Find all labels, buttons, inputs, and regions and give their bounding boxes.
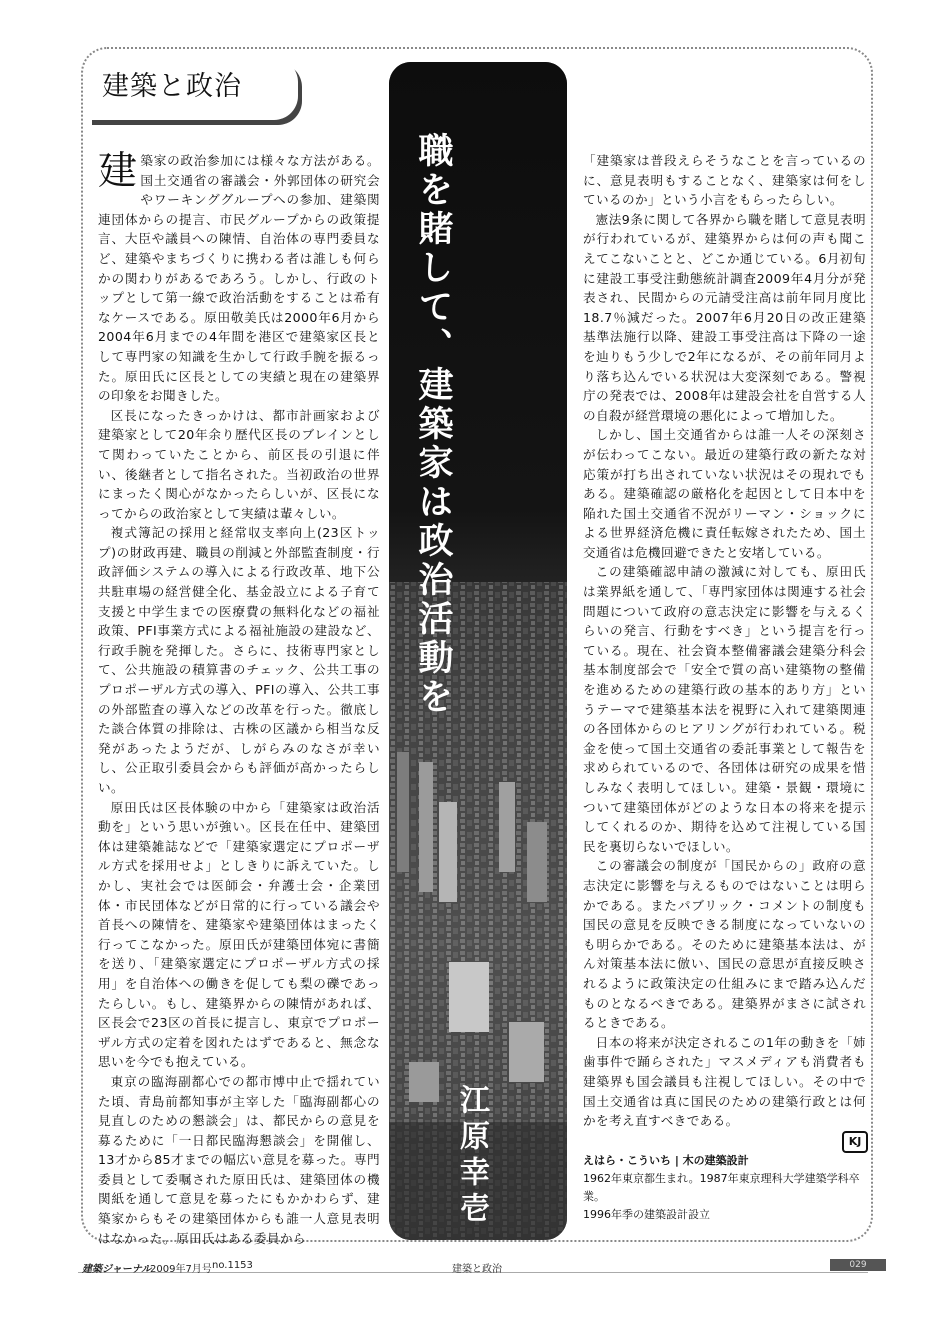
footer-magazine: 建築ジャーナル [82, 1264, 152, 1275]
footer-issue: 2009年7月号 [150, 1264, 212, 1275]
paragraph: 東京の臨海副都心での都市博中止で揺れていた頃、青島前都知事が主宰した「臨海副都心の見直しのための懇談会」は、都民からの意見を募るために「一日都民臨海懇談会」を開催し、13才から85才までの幅広い意見を募った。専門委員として委嘱された原田氏は、建築団体の機関紙を通して意見を募ったにもかかわらず、建築家からもその建築団体からも誰一人意見表明はなかった。原田氏はある委員から [98, 1073, 380, 1246]
footer-section: 建築と政治 [452, 1264, 502, 1275]
author-bio-line: 1996年季の建築設計設立 [583, 1208, 710, 1221]
paragraph: 憲法9条に関して各界から職を賭して意見表明が行われているが、建築界からは何の声も聞こえてこないことと、どこか通じている。6月初旬に建設工事受注動態統計調査2009年4月分が発表され、民間からの元請受注高は前年同月度比18.7％減だった。2007年6月20日の改正建築基準法施行以降、建設工事受注高は下降の一途を辿りもう少しで2年になるが、その前年同月より落ち込んでいる状況は大変深刻である。警視庁の発表では、2008年は建設会社を自営する人の自殺が経営環境の悪化によって増加した。 [583, 211, 866, 423]
title-photo-panel [389, 62, 567, 1240]
section-tag-label: 建築と政治 [102, 71, 242, 102]
author-bio [583, 1152, 866, 1224]
paragraph: 区長になったきっかけは、都市計画家および建築家として20年余り歴代区長のブレインとして関わっていたことから、前区長の引退に伴い、後継者として指名された。当初政治の世界にまったく関心がなかったらしいが、区長になってからの政治家として実績は輩々しい。 [98, 407, 380, 521]
article-column-right [583, 151, 866, 1131]
author-name-line: えはら・こういち | 木の建築設計 [583, 1154, 749, 1167]
paragraph: 「建築家は普段えらそうなことを言っているのに、意見表明もすることなく、建築家は何をしているのか」という小言をもらったらしい。 [583, 153, 866, 208]
author-name-vertical: 江原幸壱 [454, 1084, 489, 1228]
paragraph: 複式簿記の採用と経常収支率向上(23区トップ)の財政再建、職員の削減と外部監査制度・行政評価システムの導入による行政改革、地下公共駐車場の経営健全化、基金設立による子育て支援と中学生までの医療費の無料化などの福祉政策、PFI事業方式による福祉施設の建設など、行政手腕を発揮した。さらに、技術専門家として、公共施設の積算書のチェック、公共工事のプロポーザル方式の導入、PFIの導入、公共工事の外部監査の導入などの改革を行った。徹底した談合体質の排除は、古株の区議から相当な反発があったようだが、しがらみのなさが幸いし、公正取引委員会からも評価が高かったらしい。 [98, 525, 380, 795]
drop-cap: 建 [98, 149, 138, 194]
article-column-left [98, 151, 380, 1248]
paragraph: この建築確認申請の激減に対しても、原田氏は業界紙を通して、「専門家団体は関連する社会問題について政府の意志決定に影響を与えるくらいの発言、行動をすべき」という提言を行っている。現在、社会資本整備審議会建築分科会基本制度部会で「安全で質の高い建築物の整備を進めるための建築行政の基本的あり方」というテーマで建築基本法を視野に入れて建築関連の各団体からのヒアリングが行われている。税金を使って国土交通省の委託事業として報告を求められているので、各団体は研究の成果を惜しみなく表明してほしい。建築・景観・環境について建築団体がどのような日本の将来を提示してくれるのか、期待を込めて注視している国民を裏切らないでほしい。 [583, 564, 866, 854]
section-tag [88, 58, 298, 120]
paragraph: 建築家の政治参加には様々な方法がある。国土交通省の審議会・外郭団体の研究会やワーキンググループへの参加、建築関連団体からの提言、市民グループからの政策提言、大臣や議員への陳情、自治体の専門委員など、建築やまちづくりに携わる者は誰しも何らかの関わりがあるであろう。しかし、行政のトップとして第一線で政治活動をすることは希有なケースである。原田敬美氏は2000年6月から2004年6月までの4年間を港区で建築家区長として専門家の知識を生かして行政手腕を振るった。原田氏に区長としての実績と現在の建築界の印象をお聞きした。 [98, 149, 380, 404]
paragraph: 日本の将来が決定されるこの1年の動きを「姉歯事件で踊らされた」マスメディアも消費者も建築界も国会議員も注視してほしい。その中で国土交通省は真に国民のための建築行政とは何かを考え直すべきである。 [583, 1034, 866, 1129]
author-bio-line: 1962年東京都生まれ。1987年東京理科大学建築学科卒業。 [583, 1172, 860, 1203]
page-number: 029 [830, 1259, 886, 1271]
article-title: 職を賭して、建築家は政治活動を [413, 132, 453, 717]
end-mark-logo: KJ [842, 1131, 868, 1153]
paragraph: しかし、国土交通省からは誰一人その深刻さが伝わってこない。最近の建築行政の新たな対応策が打ち出されていない状況はその現れでもある。建築確認の厳格化を起因として日本中を陥れた国土交通省不況がリーマン・ショックによる世界経済危機に責任転嫁されたため、国土交通省は危機回避できたと安堵している。 [583, 427, 866, 560]
footer-number: no.1153 [212, 1260, 253, 1271]
paragraph: この審議会の制度が「国民からの」政府の意志決定に影響を与えるものではないことは明らかである。またパブリック・コメントの制度も国民の意見を反映できる制度になっていないのも明らかである。そのために建築基本法は、がん対策基本法に倣い、国民の意思が直接反映されるように政策決定の仕組みにまで踏み込んだものとなるべきである。建築界がまさに試されるときである。 [583, 858, 866, 1031]
paragraph: 原田氏は区長体験の中から「建築家は政治活動を」という思いが強い。区長在任中、建築団体は建築雑誌などで「建築家選定にプロポーザル方式を採用せよ」としきりに訴えていた。しかし、実社会では医師会・弁護士会・企業団体・市民団体などが日常的に行っている議会や首長への陳情を、建築家や建築団体はまったく行ってこなかった。原田氏が建築団体宛に書簡を送り、「建築家選定にプロポーザル方式の採用」を自治体への働きを促しても梨の礫であったらしい。もし、建築界からの陳情があれば、区長会で23区の首長に提言し、東京でプロポーザル方式の定着を図れたはずであると、無念な思いを今でも抱えている。 [98, 799, 380, 1070]
